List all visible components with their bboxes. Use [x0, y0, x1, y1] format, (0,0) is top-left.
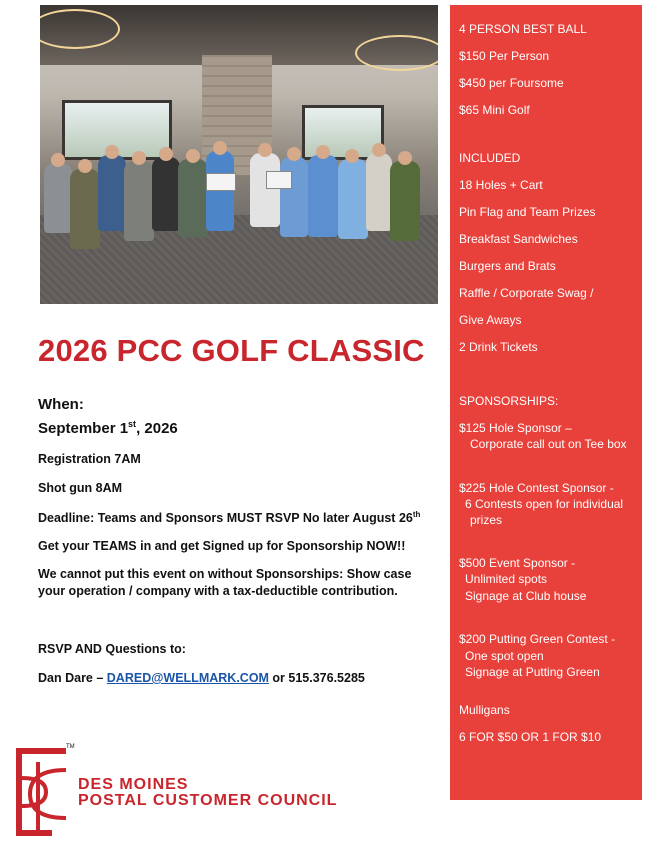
included-header: INCLUDED — [459, 151, 521, 165]
mulligans-header: Mulligans — [459, 703, 510, 717]
rsvp-label: RSVP AND Questions to: — [38, 642, 186, 656]
putting-detail: One spot open — [465, 649, 544, 663]
included-item: Raffle / Corporate Swag / — [459, 286, 594, 300]
event-title: 2026 PCC GOLF CLASSIC — [38, 333, 425, 368]
shotgun-time: Shot gun 8AM — [38, 481, 123, 495]
included-item: Burgers and Brats — [459, 259, 556, 273]
hole-sponsor-detail: Corporate call out on Tee box — [470, 437, 627, 451]
sponsorships-header: SPONSORSHIPS: — [459, 394, 559, 408]
contact-line — [38, 671, 365, 685]
putting-sponsor: $200 Putting Green Contest - — [459, 632, 616, 646]
contest-sponsor: $225 Hole Contest Sponsor - — [459, 481, 614, 495]
included-item: 18 Holes + Cart — [459, 178, 543, 192]
price-mini-golf: $65 Mini Golf — [459, 103, 530, 117]
contest-detail: 6 Contests open for individual — [465, 497, 624, 511]
included-item: Breakfast Sandwiches — [459, 232, 578, 246]
contact-name: Dan Dare – — [38, 671, 107, 685]
rsvp-deadline: Deadline: Teams and Sponsors MUST RSVP No later August 26th — [38, 510, 421, 526]
when-label: When: — [38, 396, 84, 413]
contact-email-link[interactable]: DARED@WELLMARK.COM — [106, 671, 269, 685]
included-item: Pin Flag and Team Prizes — [459, 205, 596, 219]
included-item: Give Aways — [459, 313, 522, 327]
contact-phone: or 515.376.5285 — [268, 671, 365, 685]
price-per-foursome: $450 per Foursome — [459, 76, 564, 90]
logo-line-1: DES MOINES — [78, 776, 189, 793]
event-sponsor: $500 Event Sponsor - — [459, 556, 576, 570]
format-text: 4 PERSON BEST BALL — [459, 22, 587, 36]
putting-detail: Signage at Putting Green — [465, 665, 600, 679]
hole-sponsor: $125 Hole Sponsor – — [459, 421, 572, 435]
photo-crowd — [40, 135, 438, 255]
included-item: 2 Drink Tickets — [459, 340, 538, 354]
group-photo — [40, 5, 438, 304]
logo-trademark: TM — [66, 744, 75, 750]
sponsorship-note: We cannot put this event on without Sponsorships: Show case your operation / company with a tax-deductible contribution. — [38, 567, 412, 598]
event-sponsor-detail: Unlimited spots — [465, 572, 548, 586]
contest-detail: prizes — [470, 513, 503, 527]
registration-time: Registration 7AM — [38, 452, 141, 466]
photo-ceiling-light — [355, 35, 438, 71]
price-per-person: $150 Per Person — [459, 49, 550, 63]
teams-cta: Get your TEAMS in and get Signed up for Sponsorship NOW!! — [38, 539, 406, 553]
event-sponsor-detail: Signage at Club house — [465, 589, 587, 603]
mulligans-price: 6 FOR $50 OR 1 FOR $10 — [459, 730, 602, 744]
event-date: September 1st, 2026 — [38, 419, 178, 437]
pcc-logo-icon — [16, 748, 68, 838]
logo-line-2: POSTAL CUSTOMER COUNCIL — [78, 792, 338, 809]
